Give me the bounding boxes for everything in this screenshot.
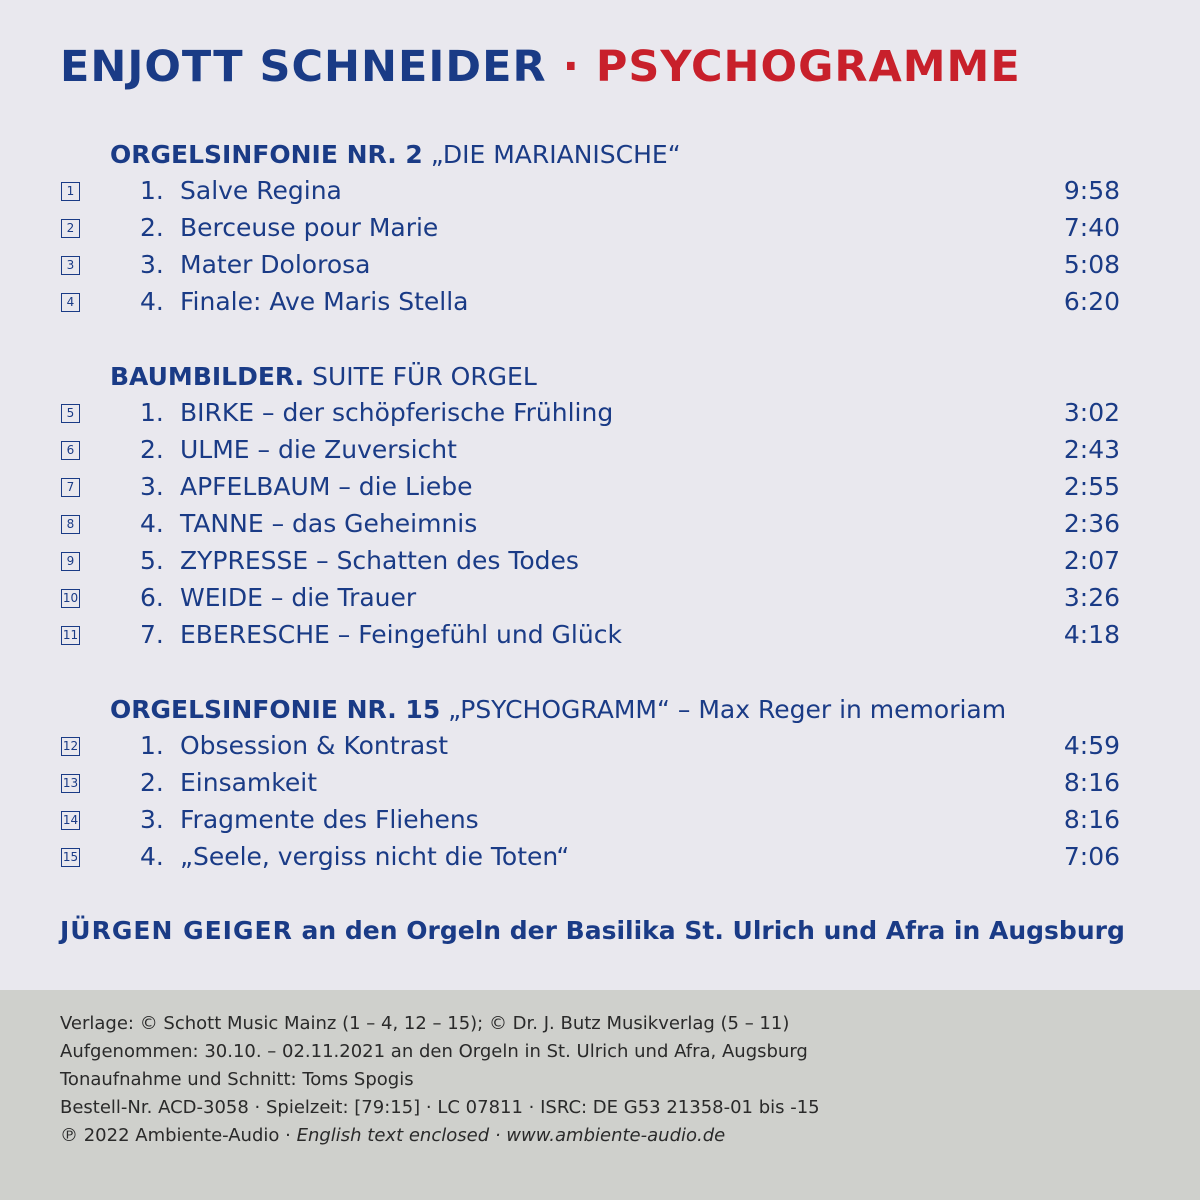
performer-venue: an den Orgeln der Basilika St. Ulrich und Afra in Augsburg <box>292 916 1125 945</box>
footer-catalog: Bestell-Nr. ACD-3058 · Spielzeit: [79:15] · LC 07811 · ISRC: DE G53 21358-01 bis -15 <box>60 1097 820 1118</box>
track-title: Fragmente des Fliehens <box>180 805 479 834</box>
composer-name: ENJOTT SCHNEIDER <box>60 42 547 92</box>
title-separator: · <box>546 42 596 92</box>
movement-number: 2. <box>140 768 164 797</box>
track-number-box: 11 <box>61 626 80 645</box>
track-title: Obsession & Kontrast <box>180 731 448 760</box>
track-title: Einsamkeit <box>180 768 317 797</box>
track-row <box>0 805 1200 841</box>
track-duration: 7:06 <box>1063 842 1120 871</box>
track-number-box: 6 <box>61 441 80 460</box>
track-number-box: 12 <box>61 737 80 756</box>
track-title: APFELBAUM – die Liebe <box>180 472 473 501</box>
section-title-baumbilder <box>110 362 537 391</box>
track-duration: 4:59 <box>1063 731 1120 760</box>
performer-credit <box>60 916 1125 945</box>
track-number-box: 10 <box>61 589 80 608</box>
track-number-box: 8 <box>61 515 80 534</box>
track-duration: 4:18 <box>1063 620 1120 649</box>
track-duration: 2:43 <box>1063 435 1120 464</box>
track-row <box>0 472 1200 508</box>
track-row <box>0 768 1200 804</box>
movement-number: 3. <box>140 472 164 501</box>
track-row <box>0 398 1200 434</box>
album-title: PSYCHOGRAMME <box>595 42 1021 92</box>
track-title: TANNE – das Geheimnis <box>180 509 478 538</box>
track-duration: 7:40 <box>1063 213 1120 242</box>
track-row <box>0 435 1200 471</box>
track-title: Berceuse pour Marie <box>180 213 439 242</box>
footer-website: English text enclosed · www.ambiente-audio.de <box>296 1125 726 1146</box>
track-title: Mater Dolorosa <box>180 250 371 279</box>
track-number-box: 14 <box>61 811 80 830</box>
track-duration: 6:20 <box>1063 287 1120 316</box>
track-row <box>0 176 1200 212</box>
track-number-box: 7 <box>61 478 80 497</box>
movement-number: 6. <box>140 583 164 612</box>
performer-name: JÜRGEN GEIGER <box>60 916 293 945</box>
track-duration: 2:07 <box>1063 546 1120 575</box>
track-duration: 8:16 <box>1063 768 1120 797</box>
footer-label: ℗ 2022 Ambiente-Audio · <box>60 1125 297 1146</box>
track-duration: 3:26 <box>1063 583 1120 612</box>
movement-number: 3. <box>140 805 164 834</box>
track-title: ZYPRESSE – Schatten des Todes <box>180 546 579 575</box>
movement-number: 4. <box>140 509 164 538</box>
movement-number: 5. <box>140 546 164 575</box>
track-row <box>0 842 1200 878</box>
track-duration: 5:08 <box>1063 250 1120 279</box>
track-number-box: 3 <box>61 256 80 275</box>
section-title-rest: „PSYCHOGRAMM“ – Max Reger in memoriam <box>440 695 1007 724</box>
track-number-box: 5 <box>61 404 80 423</box>
movement-number: 1. <box>140 731 164 760</box>
section-title-strong: BAUMBILDER. <box>110 362 305 391</box>
track-title: Salve Regina <box>180 176 342 205</box>
footer-recorded: Aufgenommen: 30.10. – 02.11.2021 an den Orgeln in St. Ulrich und Afra, Augsburg <box>60 1041 808 1062</box>
track-row <box>0 731 1200 767</box>
section-title-rest: „DIE MARIANISCHE“ <box>422 140 681 169</box>
track-duration: 3:02 <box>1063 398 1120 427</box>
track-row <box>0 287 1200 323</box>
track-row <box>0 250 1200 286</box>
movement-number: 3. <box>140 250 164 279</box>
track-row <box>0 620 1200 656</box>
track-duration: 2:36 <box>1063 509 1120 538</box>
track-row <box>0 546 1200 582</box>
track-title: ULME – die Zuversicht <box>180 435 457 464</box>
track-row <box>0 583 1200 619</box>
track-row <box>0 213 1200 249</box>
movement-number: 4. <box>140 287 164 316</box>
track-title: EBERESCHE – Feingefühl und Glück <box>180 620 622 649</box>
footer-credits <box>0 990 1200 1200</box>
movement-number: 7. <box>140 620 164 649</box>
section-title-strong: ORGELSINFONIE NR. 15 <box>110 695 441 724</box>
track-number-box: 4 <box>61 293 80 312</box>
section-title-strong: ORGELSINFONIE NR. 2 <box>110 140 423 169</box>
track-row <box>0 509 1200 545</box>
track-number-box: 9 <box>61 552 80 571</box>
movement-number: 2. <box>140 435 164 464</box>
page-title <box>60 42 1021 92</box>
footer-engineer: Tonaufnahme und Schnitt: Toms Spogis <box>60 1069 414 1090</box>
track-title: WEIDE – die Trauer <box>180 583 417 612</box>
track-number-box: 15 <box>61 848 80 867</box>
movement-number: 2. <box>140 213 164 242</box>
track-number-box: 13 <box>61 774 80 793</box>
track-duration: 8:16 <box>1063 805 1120 834</box>
movement-number: 1. <box>140 398 164 427</box>
track-title: BIRKE – der schöpferische Frühling <box>180 398 614 427</box>
section-title-orgelsinfonie-2 <box>110 140 681 169</box>
movement-number: 1. <box>140 176 164 205</box>
track-duration: 9:58 <box>1063 176 1120 205</box>
section-title-orgelsinfonie-15 <box>110 695 1006 724</box>
track-duration: 2:55 <box>1063 472 1120 501</box>
section-title-rest: SUITE FÜR ORGEL <box>304 362 537 391</box>
track-number-box: 2 <box>61 219 80 238</box>
footer-copyright <box>60 1122 820 1150</box>
track-number-box: 1 <box>61 182 80 201</box>
movement-number: 4. <box>140 842 164 871</box>
track-title: „Seele, vergiss nicht die Toten“ <box>180 842 570 871</box>
footer-publishers: Verlage: © Schott Music Mainz (1 – 4, 12 – 15); © Dr. J. Butz Musikverlag (5 – 11) <box>60 1013 790 1034</box>
track-title: Finale: Ave Maris Stella <box>180 287 469 316</box>
